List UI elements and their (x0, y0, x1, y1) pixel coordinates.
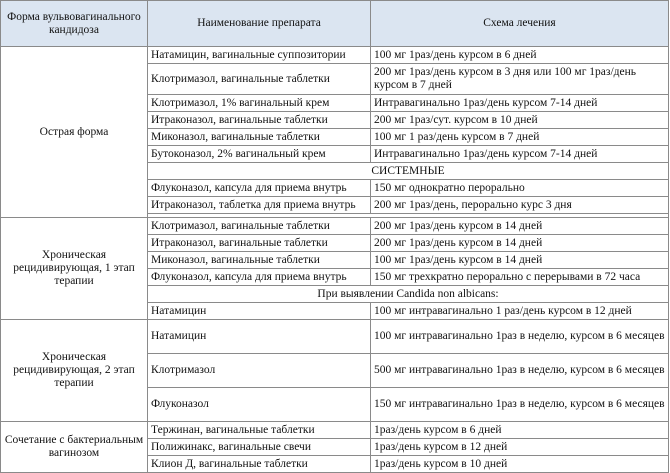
scheme-cell: 100 мг интравагинально 1 раз/день курсом в 12 дней (371, 303, 669, 320)
drug-cell: Полижинакс, вагинальные свечи (148, 439, 371, 456)
drug-cell: Итраконазол, вагинальные таблетки (148, 235, 371, 252)
drug-cell: Натамицин, вагинальные суппозитории (148, 47, 371, 64)
drug-cell: Флуконазол, капсула для приема внутрь (148, 180, 371, 197)
group-acute: Острая форма (1, 47, 148, 218)
drug-cell: Бутоконазол, 2% вагинальный крем (148, 146, 371, 163)
drug-cell: Клотримазол, вагинальные таблетки (148, 64, 371, 95)
drug-cell: Итраконазол, таблетка для приема внутрь (148, 197, 371, 214)
section-non-albicans: При выявлении Candida non albicans: (148, 286, 669, 303)
scheme-cell: 100 мг 1раз/день курсом в 14 дней (371, 252, 669, 269)
group-chronic-stage1: Хроническая рецидивирующая, 1 этап терапии (1, 218, 148, 320)
scheme-cell: 100 мг 1 раз/день курсом в 7 дней (371, 129, 669, 146)
scheme-cell: 200 мг 1раз/день курсом в 3 дня или 100 мг 1раз/день курсом в 7 дней (371, 64, 669, 95)
scheme-cell: 100 мг интравагинально 1раз в неделю, курсом в 6 месяцев (371, 320, 669, 354)
drug-cell: Клотримазол (148, 354, 371, 388)
drug-cell: Миконазол, вагинальные таблетки (148, 252, 371, 269)
scheme-cell: 200 мг 1раз/день, перорально курс 3 дня (371, 197, 669, 214)
drug-cell: Клотримазол, 1% вагинальный крем (148, 95, 371, 112)
group-chronic-stage2: Хроническая рецидивирующая, 2 этап терапии (1, 320, 148, 422)
scheme-cell: 150 мг трехкратно перорально с перерывами в 72 часа (371, 269, 669, 286)
drug-cell: Миконазол, вагинальные таблетки (148, 129, 371, 146)
drug-cell: Клион Д, вагинальные таблетки (148, 456, 371, 473)
header-row (1, 1, 669, 47)
scheme-cell: 100 мг 1раз/день курсом в 6 дней (371, 47, 669, 64)
drug-cell: Натамицин (148, 320, 371, 354)
scheme-cell: 1раз/день курсом в 10 дней (371, 456, 669, 473)
scheme-cell: 200 мг 1раз/день курсом в 14 дней (371, 235, 669, 252)
drug-cell: Флуконазол, капсула для приема внутрь (148, 269, 371, 286)
scheme-cell: 1раз/день курсом в 6 дней (371, 422, 669, 439)
scheme-cell: Интравагинально 1раз/день курсом 7-14 дней (371, 146, 669, 163)
header-form: Форма вульвовагинального кандидоза (1, 1, 148, 47)
table-row (1, 218, 669, 235)
header-drug: Наименование препарата (148, 1, 371, 47)
header-scheme: Схема лечения (371, 1, 669, 47)
scheme-cell: Интравагинально 1раз/день курсом 7-14 дней (371, 95, 669, 112)
scheme-cell: 200 мг 1раз/сут. курсом в 10 дней (371, 112, 669, 129)
table-row (1, 47, 669, 64)
section-systemic: СИСТЕМНЫЕ (148, 163, 669, 180)
drug-cell: Натамицин (148, 303, 371, 320)
scheme-cell: 200 мг 1раз/день курсом в 14 дней (371, 218, 669, 235)
table-row (1, 422, 669, 439)
scheme-cell: 1раз/день курсом в 12 дней (371, 439, 669, 456)
drug-cell: Тержинан, вагинальные таблетки (148, 422, 371, 439)
drug-cell: Итраконазол, вагинальные таблетки (148, 112, 371, 129)
scheme-cell: 500 мг интравагинально 1раз в неделю, курсом в 6 месяцев (371, 354, 669, 388)
group-bacterial-vaginosis: Сочетание с бактериальным вагинозом (1, 422, 148, 473)
table-row (1, 320, 669, 354)
scheme-cell: 150 мг интравагинально 1раз в неделю, курсом в 6 месяцев (371, 388, 669, 422)
drug-cell: Клотримазол, вагинальные таблетки (148, 218, 371, 235)
scheme-cell: 150 мг однократно перорально (371, 180, 669, 197)
drug-cell: Флуконазол (148, 388, 371, 422)
